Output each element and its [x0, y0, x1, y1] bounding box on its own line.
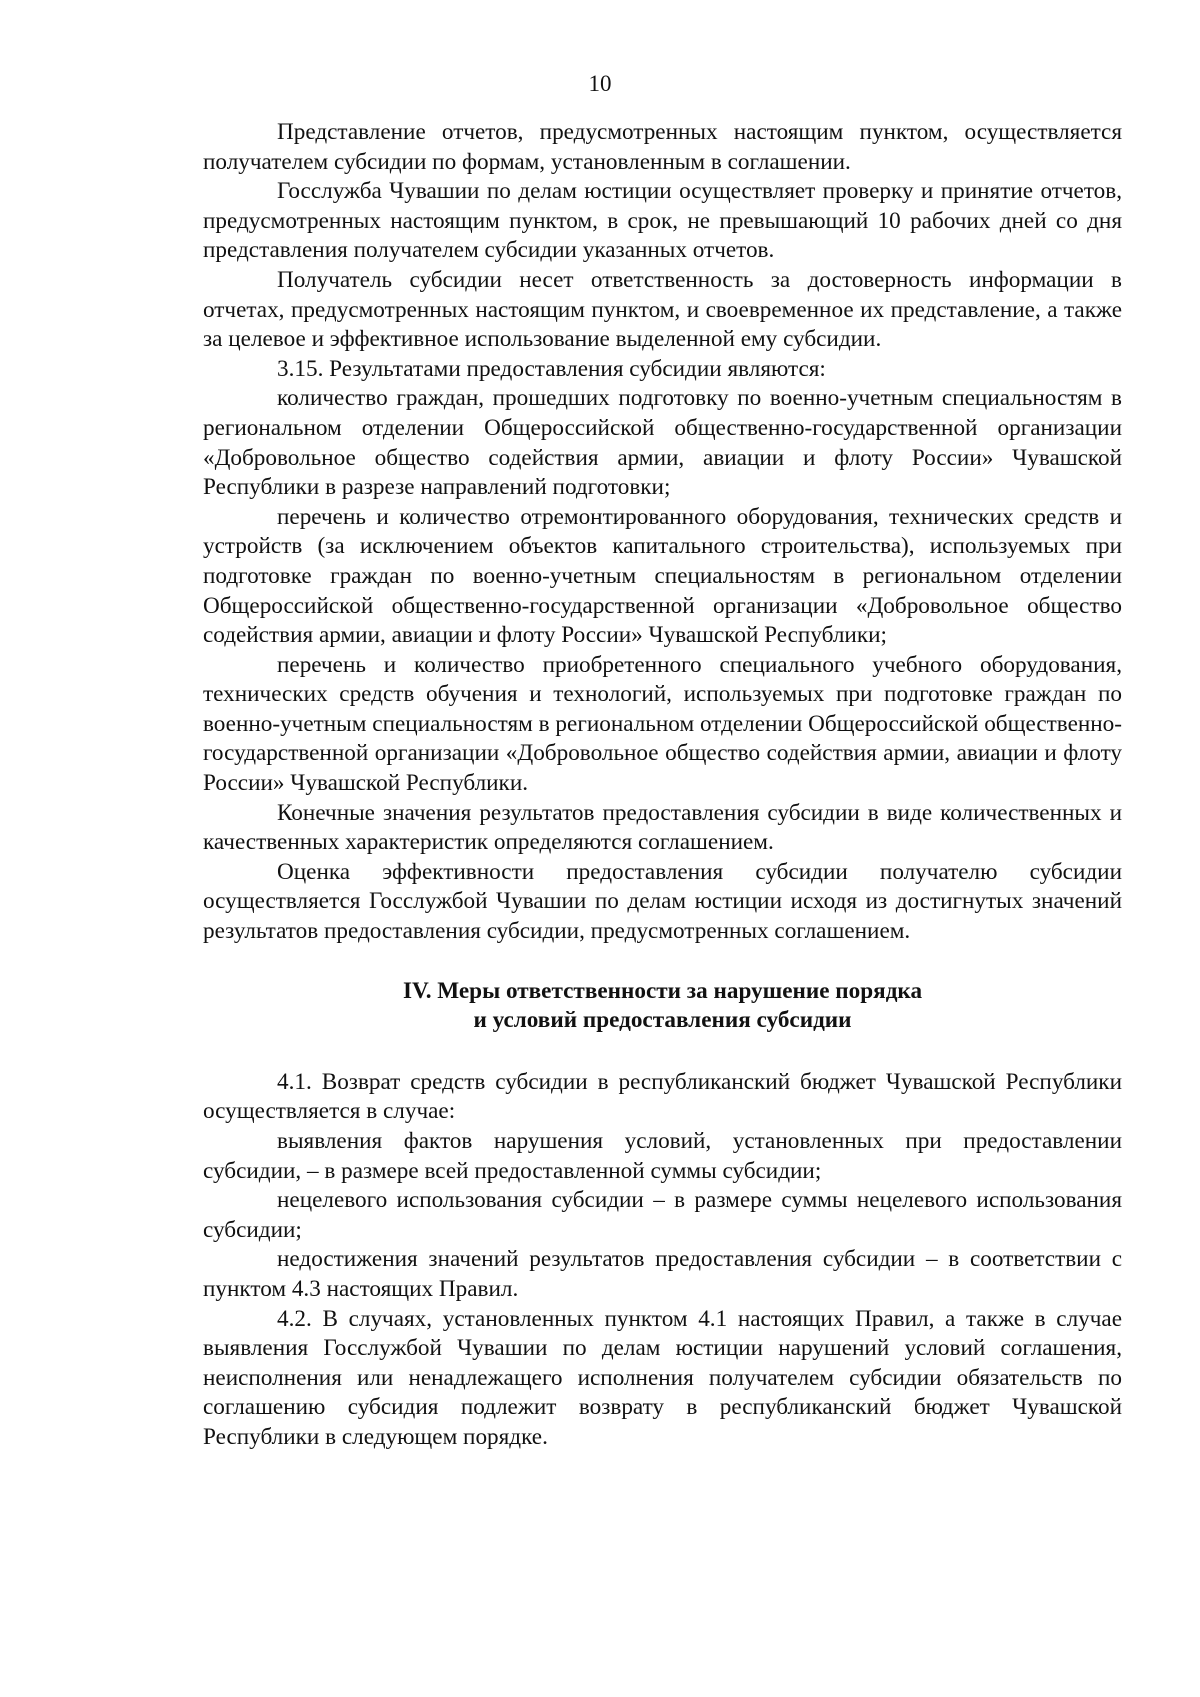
paragraph: 4.2. В случаях, установленных пунктом 4.1 настоящих Правил, а также в случае выявления Госслужбой Чувашии по делам юстиции нарушений условий соглашения, неисполнения или ненадлежащего исполнения получателем субсидии обязательств по соглашению субсидия подлежит возврату в республиканский бюджет Чувашской Республики в следующем порядке.: [203, 1305, 1122, 1450]
paragraph: количество граждан, прошедших подготовку по военно-учетным специальностям в региональном отделении Общероссийской общественно-государственной организации «Добровольное общество содействия армии, авиации и флоту России» Чувашской Республики в разрезе направлений подготовки;: [203, 385, 1122, 501]
paragraph: перечень и количество отремонтированного оборудования, технических средств и устройств (за исключением объектов капитального строительства), используемых при подготовке граждан по военно-учетным специальностям в региональном отделении Общероссийской общественно-государственной организации «Добровольное общество содействия армии, авиации и флоту России» Чувашской Республики;: [203, 503, 1122, 649]
paragraph: Представление отчетов, предусмотренных настоящим пунктом, осуществляется получателем субсидии по формам, установленным в соглашении.: [203, 119, 1122, 175]
paragraph: перечень и количество приобретенного специального учебного оборудования, технических средств обучения и технологий, используемых при подготовке граждан по военно-учетным специальностям в региональном отделении Общероссийской общественно-государственной организации «Добровольное общество содействия армии, авиации и флоту России» Чувашской Республики.: [203, 651, 1122, 797]
paragraph: Оценка эффективности предоставления субсидии получателю субсидии осуществляется Госслужбой Чувашии по делам юстиции исходя из достигнутых значений результатов предоставления субсидии, предусмотренных соглашением.: [203, 858, 1122, 945]
paragraph: Получатель субсидии несет ответственность за достоверность информации в отчетах, предусмотренных настоящим пунктом, и своевременное их представление, а также за целевое и эффективное использование выделенной ему субсидии.: [203, 266, 1122, 353]
paragraph: недостижения значений результатов предоставления субсидии – в соответствии с пунктом 4.3 настоящих Правил.: [203, 1246, 1122, 1302]
section-heading-line: и условий предоставления субсидии: [473, 1007, 852, 1034]
paragraph: 4.1. Возврат средств субсидии в республиканский бюджет Чувашской Республики осуществляется в случае:: [203, 1068, 1122, 1125]
section-heading-line: IV. Меры ответственности за нарушение порядка: [402, 977, 923, 1004]
page-number: 10: [588, 71, 612, 96]
paragraph: выявления фактов нарушения условий, установленных при предоставлении субсидии, – в размере всей предоставленной суммы субсидии;: [203, 1128, 1122, 1184]
paragraph: 3.15. Результатами предоставления субсидии являются:: [277, 355, 826, 382]
section-heading: [203, 977, 1122, 1036]
document-body: [203, 118, 1122, 1453]
paragraph: Госслужба Чувашии по делам юстиции осуществляет проверку и принятие отчетов, предусмотренных настоящим пунктом, в срок, не превышающий 10 рабочих дней со дня представления получателем субсидии указанных отчетов.: [203, 178, 1122, 264]
paragraph: нецелевого использования субсидии – в размере суммы нецелевого использования субсидии;: [203, 1187, 1122, 1243]
paragraph: Конечные значения результатов предоставления субсидии в виде количественных и качественных характеристик определяются соглашением.: [203, 799, 1122, 856]
